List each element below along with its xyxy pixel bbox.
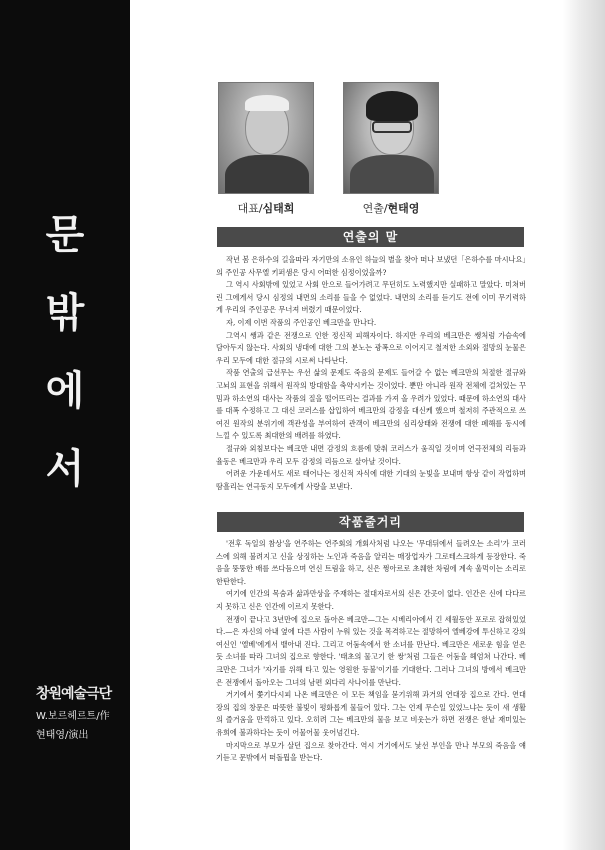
paragraph: 마지막으로 부모가 살던 집으로 찾아간다. 역시 거기에서도 낯선 부인을 만나 부모의 죽음을 얘기듣고 문밖에서 떠돌뭡을 받는다. bbox=[216, 740, 526, 763]
paragraph: 그 역시 사회밖에 있었고 사회 안으로 들어가려고 무던히도 노력했지만 실패하고 말았다. 미쳐버린 그에게서 당시 심정의 내면의 소리를 들을 수 없었다. 내면의 소리를 듣기도 전에 이미 무기력하게 우리의 주인공은 무너져 버렸기 때문이었다. bbox=[216, 280, 526, 315]
paragraph: '전후 독일의 참상'을 연주하는 연주회의 개회사처럼 나오는 '무대뒤에서 들려오는 소리'가 코러스에 의해 불려지고 신을 상징하는 노인과 죽음을 알리는 매장업자가 그로테스크하게 등장한다. 죽음을 뚱뚱한 배를 쓰다듬으며 연신 트림을 하고, 신은 쩡아르로 초췌한 차림에 계속 울먹이는 소리로 한탄한다. bbox=[216, 539, 526, 586]
director-credit: 현태영/演出 bbox=[36, 730, 89, 741]
caption-name: 현태영 bbox=[387, 202, 420, 215]
paragraph: 거기에서 쫓기다시피 나온 베크만은 이 모든 책임을 묻기위해 과거의 연대장 집으로 간다. 연대장의 집의 창문은 따뜻한 불빛이 평화롭게 물들어 있다. 그는 언제 무슨일 있었느냐는 듯이 새 생활의 즐거움을 만끽하고 있다. 오히려 그는 베크만의 물음 보고 비웃는가 하면 전쟁은 한낱 재미있는 유희에 불과하다는 듯이 어물어물 웃어넘긴다. bbox=[216, 690, 526, 737]
paragraph: 작년 봄 은하수의 길을따라 자기만의 소유인 하늘의 별을 찾아 떠나 보냈던「은하수를 마시나요」의 주인공 사무엘 키퍼샘은 당시 어떠한 심정이었을까? bbox=[216, 255, 526, 277]
paragraph: 여기에 인간의 목숨과 삶과만상을 주재하는 절대자로서의 신은 간곳이 없다. 인간은 신에 다다르지 못하고 신은 인간에 이르지 못한다. bbox=[216, 589, 526, 611]
synopsis-body bbox=[216, 538, 526, 765]
synopsis-heading: 작품줄거리 bbox=[217, 512, 524, 532]
director-note-heading: 연출의 말 bbox=[217, 227, 524, 247]
director-note-body bbox=[216, 254, 526, 493]
title-char: 문 bbox=[45, 212, 85, 258]
caption-name: 심태희 bbox=[262, 202, 295, 215]
company-credits bbox=[36, 683, 128, 741]
director-caption bbox=[336, 200, 446, 216]
paragraph: 자, 이제 이번 작품의 주인공인 베크만을 만나다. bbox=[226, 317, 377, 327]
paragraph: 작품 연출의 급선무는 우선 삶의 문제도 죽음의 문제도 들어갈 수 없는 베크만의 처절한 절규와 고뇌의 표현을 위해서 원작의 방대함을 축약시키는 것이었다. 뿐만 아니라 원작 전체에 걸쳐있는 꾸밈과 하소연의 대사는 작품의 질을 떨어뜨리는 결과를 가져 올 우려가 있었다. 때문에 하소연의 대사를 대폭 수정하고 그 대신 코러스를 삽입하여 베크만의 감정을 대신케 했으며 철저히 주관적으로 쓰여진 원작의 분위기에 객관성을 부여하여 관객이 베크만의 심리상태와 전쟁에 대한 폐해를 동시에 느낄 수 있도록 최대한의 배려를 하였다. bbox=[216, 368, 526, 441]
paragraph: 절규와 외침보다는 베크만 내면 감정의 흐름에 맞춰 코러스가 움직일 것이며 연극전체의 리듬과 율동은 베크만과 우리 모두 감정의 리듬으로 살아날 것이다. bbox=[216, 443, 526, 466]
vertical-play-title bbox=[0, 212, 130, 492]
author-credit: W.보르헤르트/作 bbox=[36, 711, 110, 722]
title-char: 밖 bbox=[45, 290, 85, 336]
company-name: 창원예술극단 bbox=[36, 686, 112, 702]
paragraph: 그역시 쌩과 같은 전쟁으로 인한 정신적 피해자이다. 하지만 우리의 베크만은 쌩처럼 가슴속에 담아두지 않는다. 사회의 냉대에 대한 그의 분노는 광폭으로 이어지고 철저한 소외와 절망의 눈물은 우리 모두에 대한 절규의 시로써 나타난다. bbox=[216, 330, 526, 365]
photo-hair-shape bbox=[366, 91, 418, 121]
director-photo bbox=[343, 82, 439, 194]
title-char: 서 bbox=[45, 446, 85, 492]
representative-photo bbox=[218, 82, 314, 194]
caption-role: 대표/ bbox=[237, 202, 263, 215]
paragraph: 어려운 가운데서도 새로 태어나는 정신적 자식에 대한 기대의 눈빛을 보내며 항상 같이 작업하며 땀흘리는 연극동지 모두에게 사랑을 보낸다. bbox=[216, 469, 526, 491]
photo-body-shape bbox=[350, 155, 434, 194]
photo-hair-shape bbox=[245, 95, 289, 111]
representative-caption bbox=[211, 200, 321, 216]
page-edge-shadow bbox=[563, 0, 605, 850]
title-sidebar bbox=[0, 0, 130, 850]
photo-body-shape bbox=[225, 155, 309, 194]
title-char: 에 bbox=[45, 368, 85, 414]
photo-glasses-shape bbox=[372, 121, 412, 133]
caption-role: 연출/ bbox=[362, 202, 388, 215]
paragraph: 전쟁이 끝나고 3년만에 집으로 돌아온 베크만—그는 시베리아에서 긴 세월동안 포로로 잡혀있었다.—은 자신의 아내 옆에 다른 사람이 누워 있는 것을 목격하고는 절망하여 엘베강에 투신하고 강의 여신인 '엘베'에게서 뱉아내 진다. 그리고 어둠속에서 한 소녀를 만난다. 베크만은 새로운 힘을 얻은 듯 소녀를 따라 그녀의 집으로 향한다. '태초의 물고기 한 쌍'처럼 그들은 어둠을 헤엄쳐 나간다. 베크만은 그녀가 '자기를 위해 타고 있는 영원한 등불'이기를 기대한다. 그러나 그녀의 방에서 베크만은 전쟁에서 돌아오는 그녀의 남편 외다리 사나이를 만난다. bbox=[216, 614, 526, 687]
